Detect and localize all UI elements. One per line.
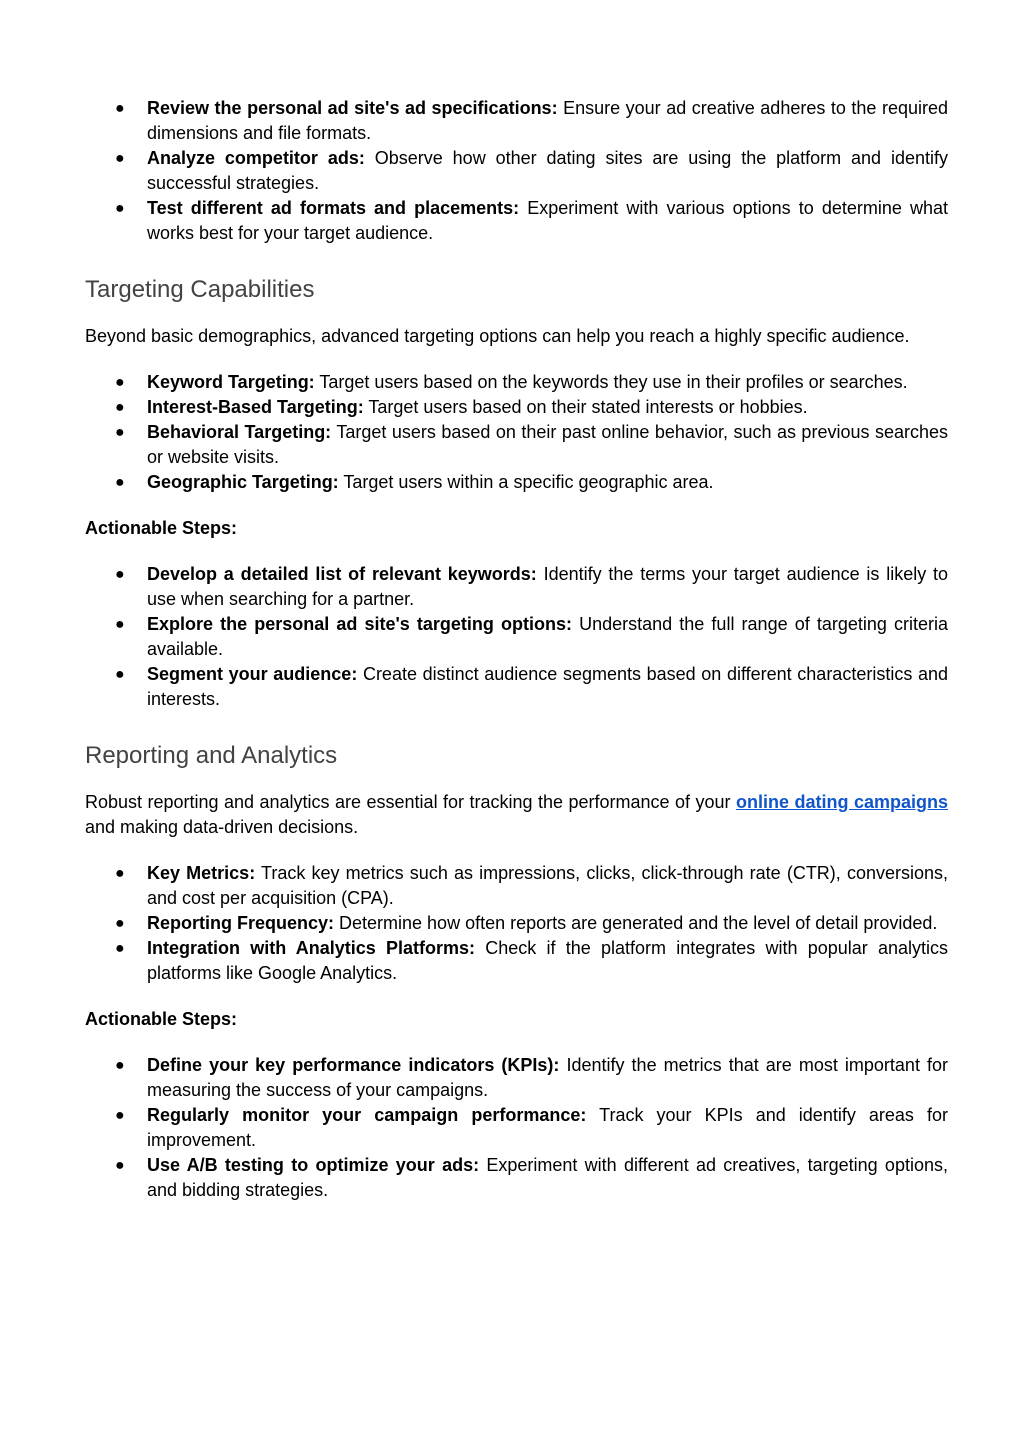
list-item: ● Analyze competitor ads: Observe how other dating sites are using the platform and identify successful strategies.	[115, 148, 949, 193]
bullet-icon: ●	[115, 424, 125, 441]
bullet-icon: ●	[115, 474, 125, 491]
list-item: ● Interest-Based Targeting: Target users based on their stated interests or hobbies.	[147, 395, 948, 420]
bullet-icon: ●	[115, 150, 125, 167]
list-item: ● Keyword Targeting: Target users based on the keywords they use in their profiles or searches.	[147, 370, 948, 395]
targeting-steps-list	[85, 562, 948, 712]
section-heading-reporting: Reporting and Analytics	[85, 742, 338, 769]
actionable-steps-label: Actionable Steps:	[85, 1009, 238, 1029]
list-item: ● Use A/B testing to optimize your ads: Experiment with different ad creatives, targeting options, and bidding strategies.	[115, 1155, 948, 1200]
list-item: ● Develop a detailed list of relevant keywords: Identify the terms your target audience is likely to use when searching for a partner.	[115, 564, 948, 609]
bullet-icon: ●	[115, 940, 125, 957]
list-item: ● Reporting Frequency: Determine how often reports are generated and the level of detail provided.	[147, 911, 948, 936]
targeting-list	[85, 370, 948, 495]
bullet-icon: ●	[115, 915, 125, 932]
actionable-steps-label: Actionable Steps:	[85, 518, 238, 538]
reporting-intro: Robust reporting and analytics are essential for tracking the performance of your online dating campaigns and making data-driven decisions.	[85, 792, 948, 837]
bullet-icon: ●	[115, 1107, 125, 1124]
bullet-icon: ●	[115, 1057, 125, 1074]
bullet-icon: ●	[115, 865, 125, 882]
list-item: ● Define your key performance indicators (KPIs): Identify the metrics that are most important for measuring the success of your campaigns.	[115, 1055, 949, 1100]
list-item: ● Review the personal ad site's ad specifications: Ensure your ad creative adheres to the required dimensions and file formats.	[115, 98, 949, 143]
list-item: ● Explore the personal ad site's targeting options: Understand the full range of targeting criteria available.	[115, 614, 948, 659]
bullet-icon: ●	[115, 566, 125, 583]
list-item: ● Geographic Targeting: Target users within a specific geographic area.	[147, 470, 948, 495]
bullet-icon: ●	[115, 200, 125, 217]
reporting-list	[85, 861, 948, 986]
bullet-icon: ●	[115, 399, 125, 416]
online-dating-campaigns-link[interactable]: online dating campaigns	[736, 792, 948, 812]
list-item: ● Behavioral Targeting: Target users based on their past online behavior, such as previous searches or website visits.	[115, 422, 948, 467]
targeting-intro: Beyond basic demographics, advanced targeting options can help you reach a highly specific audience.	[85, 326, 910, 346]
bullet-icon: ●	[115, 1157, 125, 1174]
list-item: ● Regularly monitor your campaign performance: Track your KPIs and identify areas for improvement.	[115, 1105, 949, 1150]
list-item: ● Key Metrics: Track key metrics such as impressions, clicks, click-through rate (CTR), conversions, and cost per acquisition (CPA).	[115, 863, 948, 908]
section-heading-targeting: Targeting Capabilities	[85, 276, 315, 303]
list-item: ● Integration with Analytics Platforms: Check if the platform integrates with popular analytics platforms like Google Analytics.	[115, 938, 948, 983]
bullet-icon: ●	[115, 100, 125, 117]
bullet-icon: ●	[115, 666, 125, 683]
list-item: ● Segment your audience: Create distinct audience segments based on different characteristics and interests.	[115, 664, 948, 709]
list-item: ● Test different ad formats and placements: Experiment with various options to determine what works best for your target audience.	[115, 198, 948, 243]
bullet-icon: ●	[115, 616, 125, 633]
reporting-steps-list	[85, 1053, 948, 1203]
bullet-icon: ●	[115, 374, 125, 391]
intro-list	[85, 96, 948, 246]
